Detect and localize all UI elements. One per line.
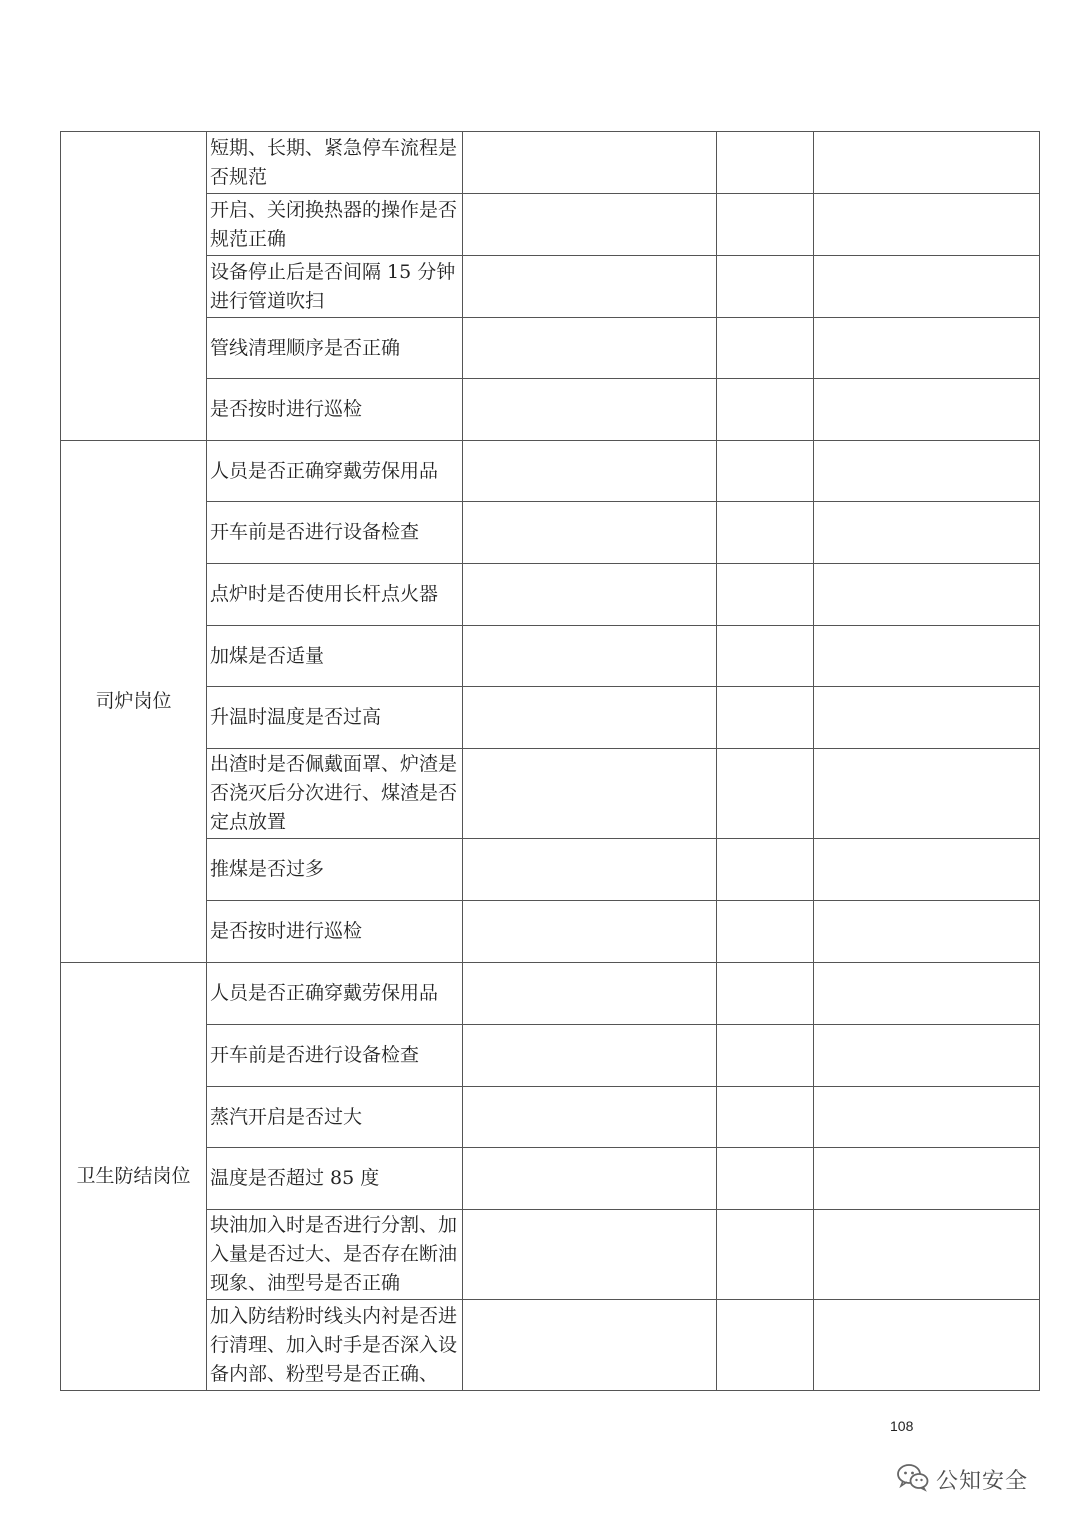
result-cell <box>463 318 717 379</box>
remarks-cell <box>814 379 1040 441</box>
table-row <box>61 1300 1040 1391</box>
score-cell <box>717 256 814 318</box>
remarks-cell <box>814 626 1040 687</box>
remarks-cell <box>814 1087 1040 1148</box>
result-cell <box>463 1025 717 1087</box>
remarks-cell <box>814 1300 1040 1391</box>
result-cell <box>463 901 717 963</box>
remarks-cell <box>814 502 1040 564</box>
check-item-cell: 是否按时进行巡检 <box>207 379 463 441</box>
table-row <box>61 963 1040 1025</box>
check-item-cell: 人员是否正确穿戴劳保用品 <box>207 441 463 502</box>
result-cell <box>463 626 717 687</box>
table-row <box>61 194 1040 256</box>
table-row <box>61 626 1040 687</box>
remarks-cell <box>814 1210 1040 1300</box>
score-cell <box>717 1025 814 1087</box>
check-item-cell: 加入防结粉时线头内衬是否进行清理、加入时手是否深入设备内部、粉型号是否正确、 <box>207 1300 463 1391</box>
table-row <box>61 749 1040 839</box>
check-item-cell: 是否按时进行巡检 <box>207 901 463 963</box>
check-item-cell: 温度是否超过 85 度 <box>207 1148 463 1210</box>
score-cell <box>717 1087 814 1148</box>
table-row <box>61 318 1040 379</box>
score-cell <box>717 564 814 626</box>
remarks-cell <box>814 564 1040 626</box>
table-row <box>61 901 1040 963</box>
check-item-cell: 蒸汽开启是否过大 <box>207 1087 463 1148</box>
remarks-cell <box>814 1025 1040 1087</box>
score-cell <box>717 839 814 901</box>
check-item-cell: 管线清理顺序是否正确 <box>207 318 463 379</box>
score-cell <box>717 687 814 749</box>
result-cell <box>463 132 717 194</box>
table-row <box>61 564 1040 626</box>
check-item-cell: 短期、长期、紧急停车流程是否规范 <box>207 132 463 194</box>
section-name-cell: 司炉岗位 <box>61 441 207 963</box>
table-row <box>61 379 1040 441</box>
score-cell <box>717 901 814 963</box>
score-cell <box>717 1210 814 1300</box>
section-name-cell: 卫生防结岗位 <box>61 963 207 1391</box>
check-item-cell: 出渣时是否佩戴面罩、炉渣是否浇灭后分次进行、煤渣是否定点放置 <box>207 749 463 839</box>
result-cell <box>463 379 717 441</box>
table-row <box>61 256 1040 318</box>
page-number: 108 <box>890 1418 914 1434</box>
score-cell <box>717 963 814 1025</box>
table-row <box>61 1210 1040 1300</box>
score-cell <box>717 1300 814 1391</box>
score-cell <box>717 1148 814 1210</box>
check-item-cell: 设备停止后是否间隔 15 分钟进行管道吹扫 <box>207 256 463 318</box>
remarks-cell <box>814 749 1040 839</box>
result-cell <box>463 1300 717 1391</box>
check-item-cell: 加煤是否适量 <box>207 626 463 687</box>
score-cell <box>717 318 814 379</box>
watermark-text: 公知安全 <box>936 1468 1029 1494</box>
remarks-cell <box>814 194 1040 256</box>
result-cell <box>463 687 717 749</box>
remarks-cell <box>814 256 1040 318</box>
check-item-cell: 升温时温度是否过高 <box>207 687 463 749</box>
check-item-cell: 人员是否正确穿戴劳保用品 <box>207 963 463 1025</box>
result-cell <box>463 441 717 502</box>
result-cell <box>463 564 717 626</box>
inspection-checklist-table <box>60 131 1040 1391</box>
result-cell <box>463 1210 717 1300</box>
check-item-cell: 开启、关闭换热器的操作是否规范正确 <box>207 194 463 256</box>
remarks-cell <box>814 901 1040 963</box>
result-cell <box>463 502 717 564</box>
table-row <box>61 502 1040 564</box>
table-row <box>61 1087 1040 1148</box>
section-name-cell <box>61 132 207 441</box>
remarks-cell <box>814 839 1040 901</box>
remarks-cell <box>814 441 1040 502</box>
watermark <box>896 1462 1028 1496</box>
result-cell <box>463 749 717 839</box>
score-cell <box>717 626 814 687</box>
result-cell <box>463 839 717 901</box>
score-cell <box>717 502 814 564</box>
table-row <box>61 132 1040 194</box>
remarks-cell <box>814 132 1040 194</box>
check-item-cell: 点炉时是否使用长杆点火器 <box>207 564 463 626</box>
table-row <box>61 1148 1040 1210</box>
score-cell <box>717 749 814 839</box>
check-item-cell: 推煤是否过多 <box>207 839 463 901</box>
result-cell <box>463 1148 717 1210</box>
check-item-cell: 开车前是否进行设备检查 <box>207 1025 463 1087</box>
check-item-cell: 开车前是否进行设备检查 <box>207 502 463 564</box>
remarks-cell <box>814 687 1040 749</box>
table-row <box>61 1025 1040 1087</box>
remarks-cell <box>814 1148 1040 1210</box>
remarks-cell <box>814 963 1040 1025</box>
table-row <box>61 441 1040 502</box>
check-item-cell: 块油加入时是否进行分割、加入量是否过大、是否存在断油现象、油型号是否正确 <box>207 1210 463 1300</box>
score-cell <box>717 441 814 502</box>
score-cell <box>717 132 814 194</box>
result-cell <box>463 1087 717 1148</box>
result-cell <box>463 256 717 318</box>
result-cell <box>463 194 717 256</box>
result-cell <box>463 963 717 1025</box>
table-row <box>61 687 1040 749</box>
remarks-cell <box>814 318 1040 379</box>
score-cell <box>717 194 814 256</box>
table-row <box>61 839 1040 901</box>
score-cell <box>717 379 814 441</box>
wechat-icon <box>896 1462 930 1496</box>
